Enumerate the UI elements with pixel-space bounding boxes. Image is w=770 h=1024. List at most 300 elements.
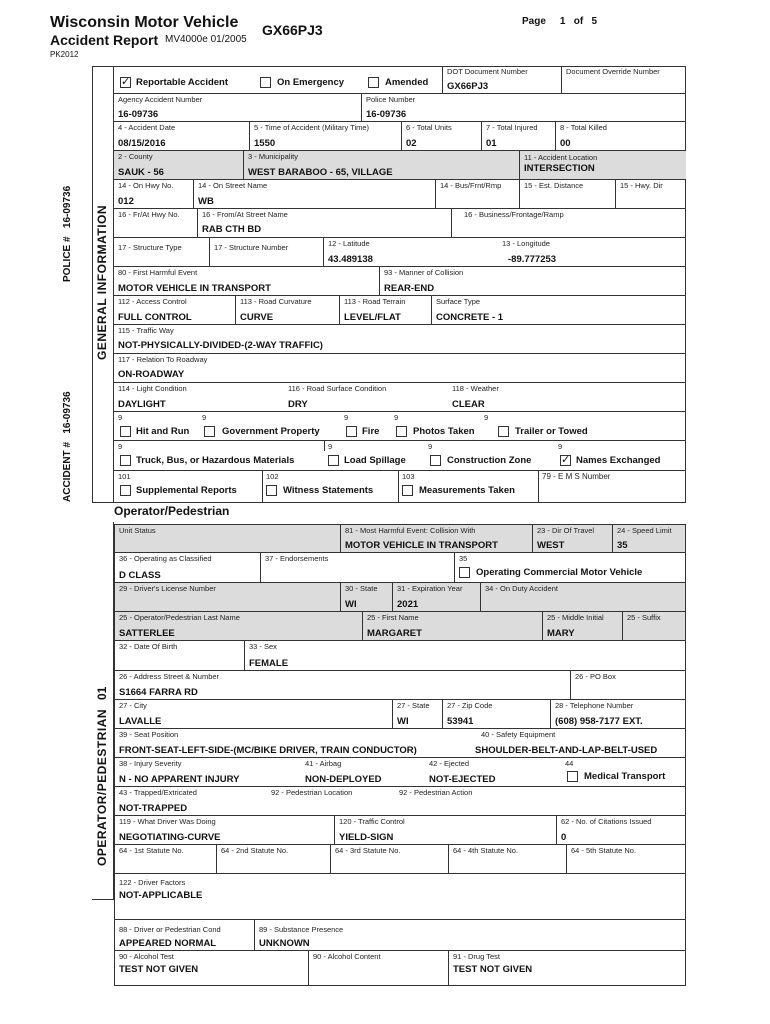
dir-label: 23 - Dir Of Travel <box>537 526 595 535</box>
stat1-label: 64 - 1st Statute No. <box>119 846 184 855</box>
row-city <box>115 700 685 729</box>
page-label: Page <box>522 16 546 27</box>
alccont-label: 90 - Alcohol Content <box>313 952 381 961</box>
nine-9: 9 <box>558 442 563 451</box>
statute-3-cell <box>331 845 449 874</box>
page-indicator <box>522 16 597 27</box>
factors-label: 122 - Driver Factors <box>119 878 186 887</box>
injury-value: N - NO APPARENT INJURY <box>119 774 240 785</box>
exp-label: 31 - Expiration Year <box>397 584 463 593</box>
photos-label: Photos Taken <box>413 426 475 437</box>
suffix-label: 25 - Suffix <box>627 613 661 622</box>
last-value: SATTERLEE <box>119 628 175 639</box>
truck-checkbox[interactable] <box>120 455 131 466</box>
doing-value: NEGOTIATING-CURVE <box>119 832 221 843</box>
weather-label: 118 - Weather <box>452 384 499 393</box>
doing-cell <box>115 816 335 845</box>
access-label: 112 - Access Control <box>118 297 187 306</box>
struct-num-label: 17 - Structure Number <box>214 243 289 252</box>
row-flags-2 <box>114 441 686 471</box>
subst-value: UNKNOWN <box>259 938 310 949</box>
time-cell <box>250 122 402 151</box>
statute-5-cell <box>567 845 685 874</box>
form-code: MV4000e 01/2005 <box>165 34 247 45</box>
pobox-cell <box>571 671 685 700</box>
dob-label: 32 - Date Of Birth <box>119 642 178 651</box>
agency-value: 16-09736 <box>118 109 159 120</box>
curv-value: CURVE <box>240 312 274 323</box>
location-cell <box>520 151 686 180</box>
speed-cell <box>613 525 685 553</box>
bus-label: 14 - Bus/Frnt/Rmp <box>440 181 502 190</box>
row-name <box>115 612 685 641</box>
nine-4: 9 <box>394 413 399 422</box>
truck-label: Truck, Bus, or Hazardous Materials <box>136 455 295 466</box>
phone-value: (608) 958-7177 EXT. <box>555 716 643 727</box>
manner-label: 93 - Manner of Collision <box>384 268 464 277</box>
roadsurf-label: 116 - Road Surface Condition <box>288 384 387 393</box>
eject-cell <box>425 758 561 787</box>
measure-label: Measurements Taken <box>419 485 515 496</box>
state-label: 30 - State <box>345 584 378 593</box>
row-address <box>115 671 685 700</box>
row-alcohol <box>115 951 685 985</box>
injured-label: 7 - Total Injured <box>486 123 538 132</box>
zip-value: 53941 <box>447 716 474 727</box>
first-value: MARGARET <box>367 628 422 639</box>
factors-value: NOT-APPLICABLE <box>119 890 203 901</box>
names-label: Names Exchanged <box>576 455 661 466</box>
nine-8: 9 <box>428 442 433 451</box>
trapped-value: NOT-TRAPPED <box>119 803 188 814</box>
seat-label: 39 - Seat Position <box>119 730 179 739</box>
pedloc-label: 92 - Pedestrian Location <box>271 788 353 797</box>
dir-travel-cell <box>533 525 613 553</box>
control-label: 120 - Traffic Control <box>339 817 405 826</box>
traffic-label: 115 - Traffic Way <box>118 326 174 335</box>
names-checkbox[interactable] <box>560 455 571 466</box>
commercial-label: Operating Commercial Motor Vehicle <box>476 567 643 578</box>
nine-7: 9 <box>328 442 333 451</box>
sex-label: 33 - Sex <box>249 642 277 651</box>
addr-value: S1664 FARRA RD <box>119 687 198 698</box>
control-cell <box>335 816 557 845</box>
struct-type-cell <box>114 238 210 267</box>
street-cell <box>194 180 436 209</box>
pedact-label: 92 - Pedestrian Action <box>399 788 473 797</box>
struct-num-cell <box>210 238 324 267</box>
row-license <box>115 583 685 612</box>
hwy-cell <box>114 180 194 209</box>
gov-prop-label: Government Property <box>222 426 320 437</box>
dir-value: WEST <box>537 540 565 551</box>
pobox-label: 26 - PO Box <box>575 672 616 681</box>
n103: 103 <box>402 472 415 481</box>
sex-cell <box>245 641 685 671</box>
time-value: 1550 <box>254 138 276 149</box>
reportable-label: Reportable Accident <box>136 77 229 88</box>
row-relation <box>114 354 686 383</box>
emergency-label: On Emergency <box>277 77 345 88</box>
surf-value: CONCRETE - 1 <box>436 312 504 323</box>
safety-value: SHOULDER-BELT-AND-LAP-BELT-USED <box>475 745 658 756</box>
duty-label: 34 - On Duty Accident <box>485 584 558 593</box>
zip-label: 27 - Zip Code <box>447 701 493 710</box>
measure-checkbox[interactable] <box>402 485 413 496</box>
row-reportable <box>114 66 686 94</box>
page-of: of <box>573 16 584 27</box>
eject-value: NOT-EJECTED <box>429 774 496 785</box>
citations-label: 62 - No. of Citations Issued <box>561 817 652 826</box>
first-name-cell <box>363 612 543 641</box>
amended-checkbox[interactable] <box>368 77 379 88</box>
override-cell <box>562 66 686 94</box>
class-value: D CLASS <box>119 570 161 581</box>
business-cell <box>452 209 686 238</box>
operator-ped-label: OPERATOR/PEDESTRIAN <box>95 708 109 866</box>
seat-value: FRONT-SEAT-LEFT-SIDE-(MC/BIKE DRIVER, TRAIN CONDUCTOR) <box>119 745 417 756</box>
hwy-label: 14 - On Hwy No. <box>118 181 174 190</box>
street-value: WB <box>198 196 214 207</box>
latitude-cell <box>324 238 502 267</box>
amended-label: Amended <box>385 77 429 88</box>
bus-cell <box>436 180 520 209</box>
sex-value: FEMALE <box>249 658 289 669</box>
speed-value: 35 <box>617 540 628 551</box>
expiration-cell <box>393 583 481 612</box>
nine-3: 9 <box>344 413 349 422</box>
emergency-checkbox[interactable] <box>260 77 271 88</box>
st-value: WI <box>397 716 409 727</box>
report-title: Wisconsin Motor Vehicle <box>50 14 239 31</box>
cond-value: APPEARED NORMAL <box>119 938 217 949</box>
class-cell <box>115 553 261 583</box>
alc-value: TEST NOT GIVEN <box>119 964 199 975</box>
stat4-label: 64 - 4th Statute No. <box>453 846 519 855</box>
agency-cell <box>114 94 362 122</box>
trapped-label: 43 - Trapped/Extricated <box>119 788 197 797</box>
unit-status-cell <box>115 525 341 553</box>
frhwy-label: 16 - Fr/At Hwy No. <box>118 210 180 219</box>
row-statutes <box>115 845 685 874</box>
date-label: 4 - Accident Date <box>118 123 176 132</box>
row-from <box>114 209 686 238</box>
date-cell <box>114 122 250 151</box>
subst-label: 89 - Substance Presence <box>259 925 344 934</box>
divider <box>538 471 539 503</box>
weather-cell <box>448 383 686 412</box>
report-subtitle: Accident Report <box>50 32 159 48</box>
fire-checkbox[interactable] <box>346 426 357 437</box>
frstreet-value: RAB CTH BD <box>202 224 262 235</box>
row-unit-status <box>115 525 685 553</box>
airbag-value: NON-DEPLOYED <box>305 774 382 785</box>
reportable-checkbox[interactable] <box>120 77 131 88</box>
state-cell <box>341 583 393 612</box>
st-cell <box>393 700 443 729</box>
airbag-label: 41 - Airbag <box>305 759 342 768</box>
nine-5: 9 <box>484 413 489 422</box>
airbag-cell <box>301 758 425 787</box>
cond-label: 88 - Driver or Pedestrian Cond <box>119 925 221 934</box>
row-dob <box>115 641 685 671</box>
injured-cell <box>482 122 556 151</box>
license-cell <box>115 583 341 612</box>
terrain-label: 113 - Road Terrain <box>344 297 406 306</box>
hwy-value: 012 <box>118 196 134 207</box>
access-value: FULL CONTROL <box>118 312 192 323</box>
pedloc-cell <box>267 787 395 816</box>
gov-prop-checkbox[interactable] <box>204 426 215 437</box>
trapped-cell <box>115 787 267 816</box>
row-harmful <box>114 267 686 296</box>
witness-checkbox[interactable] <box>266 485 277 496</box>
load-checkbox[interactable] <box>328 455 339 466</box>
row-seat <box>115 729 685 758</box>
row-class <box>115 553 685 583</box>
phone-cell <box>551 700 685 729</box>
curv-label: 113 - Road Curvature <box>240 297 312 306</box>
drug-label: 91 - Drug Test <box>453 952 500 961</box>
statute-2-cell <box>217 845 331 874</box>
muni-value: WEST BARABOO - 65, VILLAGE <box>248 167 393 178</box>
business-label: 16 - Business/Frontage/Ramp <box>464 210 564 219</box>
manner-cell <box>380 267 686 296</box>
nine-1: 9 <box>118 413 123 422</box>
doing-label: 119 - What Driver Was Doing <box>119 817 216 826</box>
injured-value: 01 <box>486 138 497 149</box>
row-trapped <box>115 787 685 816</box>
accident-number-side: ACCIDENT # 16-09736 <box>62 391 73 502</box>
units-cell <box>402 122 482 151</box>
frstreet-cell <box>198 209 452 238</box>
license-label: 29 - Driver's License Number <box>119 584 216 593</box>
construction-label: Construction Zone <box>447 455 532 466</box>
drug-cell <box>449 951 685 985</box>
row-condition <box>115 920 685 951</box>
manner-value: REAR-END <box>384 283 435 294</box>
zip-cell <box>443 700 551 729</box>
injury-cell <box>115 758 301 787</box>
harm-label: 80 - First Harmful Event <box>118 268 198 277</box>
divider <box>324 441 325 451</box>
lat-value: 43.489138 <box>328 254 373 265</box>
medical-label: Medical Transport <box>584 771 666 782</box>
row-factors <box>115 874 685 920</box>
medical-checkbox[interactable] <box>567 771 578 782</box>
fire-label: Fire <box>362 426 380 437</box>
nine-6: 9 <box>118 442 123 451</box>
roadsurf-value: DRY <box>288 399 308 410</box>
lon-value: -89.777253 <box>508 254 557 265</box>
general-info-label: GENERAL INFORMATION <box>95 204 109 360</box>
light-cell <box>114 383 284 412</box>
trailer-checkbox[interactable] <box>498 426 509 437</box>
row-light <box>114 383 686 412</box>
row-county <box>114 151 686 180</box>
killed-cell <box>556 122 686 151</box>
police-num-label: Police Number <box>366 95 416 104</box>
traffic-value: NOT-PHYSICALLY-DIVIDED-(2-WAY TRAFFIC) <box>118 340 323 351</box>
city-cell <box>115 700 393 729</box>
surface-type-cell <box>432 296 686 325</box>
n35: 35 <box>459 554 468 563</box>
distance-cell <box>520 180 616 209</box>
dot-label: DOT Document Number <box>447 67 528 76</box>
statute-1-cell <box>115 845 217 874</box>
stat3-label: 64 - 3rd Statute No. <box>335 846 401 855</box>
ems-label: 79 - E M S Number <box>542 472 611 481</box>
row-reports <box>114 471 686 503</box>
pk-code: PK2012 <box>50 50 79 59</box>
state-value: WI <box>345 599 357 610</box>
row-date <box>114 122 686 151</box>
trailer-label: Trailer or Towed <box>515 426 588 437</box>
row-doing <box>115 816 685 845</box>
weather-value: CLEAR <box>452 399 485 410</box>
seat-cell <box>115 729 471 758</box>
divider <box>398 471 399 503</box>
last-label: 25 - Operator/Pedestrian Last Name <box>119 613 240 622</box>
dob-cell <box>115 641 245 671</box>
photos-checkbox[interactable] <box>396 426 407 437</box>
class-label: 36 - Operating as Classified <box>119 554 212 563</box>
doc-number: GX66PJ3 <box>262 22 323 38</box>
harm-value: MOTOR VEHICLE IN TRANSPORT <box>118 283 271 294</box>
endorse-cell <box>261 553 455 583</box>
row-hwy <box>114 180 686 209</box>
nine-2: 9 <box>202 413 207 422</box>
access-cell <box>114 296 236 325</box>
alc-cell <box>115 951 309 985</box>
municipality-cell <box>244 151 520 180</box>
address-cell <box>115 671 571 700</box>
medical-cell <box>561 758 685 787</box>
row-flags-1 <box>114 412 686 441</box>
dist-label: 15 - Est. Distance <box>524 181 584 190</box>
date-value: 08/15/2016 <box>118 138 166 149</box>
county-cell <box>114 151 244 180</box>
n101: 101 <box>118 472 131 481</box>
last-name-cell <box>115 612 363 641</box>
city-value: LAVALLE <box>119 716 162 727</box>
suffix-cell <box>623 612 685 641</box>
killed-value: 00 <box>560 138 571 149</box>
safety-label: 40 - Safety Equipment <box>481 730 556 739</box>
speed-label: 24 - Speed Limit <box>617 526 672 535</box>
mhe-cell <box>341 525 533 553</box>
first-label: 25 - First Name <box>367 613 419 622</box>
units-value: 02 <box>406 138 417 149</box>
safety-cell <box>471 729 685 758</box>
city-label: 27 - City <box>119 701 147 710</box>
curvature-cell <box>236 296 340 325</box>
supp-checkbox[interactable] <box>120 485 131 496</box>
citations-value: 0 <box>561 832 567 843</box>
stat2-label: 64 - 2nd Statute No. <box>221 846 289 855</box>
load-label: Load Spillage <box>344 455 406 466</box>
construction-checkbox[interactable] <box>430 455 441 466</box>
supp-label: Supplemental Reports <box>136 485 237 496</box>
dot-value: GX66PJ3 <box>447 81 489 92</box>
agency-label: Agency Accident Number <box>118 95 203 104</box>
row-access <box>114 296 686 325</box>
commercial-checkbox[interactable] <box>459 567 470 578</box>
relation-value: ON-ROADWAY <box>118 369 185 380</box>
exp-value: 2021 <box>397 599 419 610</box>
relation-label: 117 - Relation To Roadway <box>118 355 208 364</box>
time-label: 5 - Time of Accident (Military Time) <box>254 123 370 132</box>
terrain-cell <box>340 296 432 325</box>
middle-label: 25 - Middle Initial <box>547 613 604 622</box>
endorse-label: 37 - Endorsements <box>265 554 329 563</box>
alc-label: 90 - Alcohol Test <box>119 952 174 961</box>
terrain-value: LEVEL/FLAT <box>344 312 401 323</box>
dot-number-cell <box>442 66 562 94</box>
lat-label: 12 - Latitude <box>328 239 370 248</box>
unit-status-label: Unit Status <box>119 526 156 535</box>
lon-label: 13 - Longitude <box>502 239 550 248</box>
phone-label: 28 - Telephone Number <box>555 701 634 710</box>
operator-section-title: Operator/Pedestrian <box>114 504 230 518</box>
row-trafficway <box>114 325 686 354</box>
longitude-cell <box>502 238 686 267</box>
unit-number: 01 <box>95 686 109 700</box>
road-surface-cell <box>284 383 448 412</box>
subst-cell <box>255 920 685 951</box>
harmful-cell <box>114 267 380 296</box>
commercial-cell <box>455 553 685 583</box>
n102: 102 <box>266 472 279 481</box>
addr-label: 26 - Address Street & Number <box>119 672 220 681</box>
stat5-label: 64 - 5th Statute No. <box>571 846 637 855</box>
muni-label: 3 - Municipality <box>248 152 299 161</box>
frhwy-cell <box>114 209 198 238</box>
struct-type-label: 17 - Structure Type <box>118 243 182 252</box>
middle-value: MARY <box>547 628 575 639</box>
surf-label: Surface Type <box>436 297 481 306</box>
witness-label: Witness Statements <box>283 485 374 496</box>
light-label: 114 - Light Condition <box>118 384 187 393</box>
alc-content-cell <box>309 951 449 985</box>
control-value: YIELD-SIGN <box>339 832 394 843</box>
row-agency <box>114 94 686 122</box>
police-num-value: 16-09736 <box>366 109 407 120</box>
county-label: 2 - County <box>118 152 153 161</box>
mhe-value: MOTOR VEHICLE IN TRANSPORT <box>345 540 498 551</box>
police-num-cell <box>362 94 686 122</box>
frstreet-label: 16 - From/At Street Name <box>202 210 288 219</box>
duty-cell <box>481 583 685 612</box>
hwydir-label: 15 - Hwy. Dir <box>620 181 663 190</box>
n44: 44 <box>565 759 574 768</box>
divider <box>262 471 263 503</box>
page-total: 5 <box>591 16 598 27</box>
drug-value: TEST NOT GIVEN <box>453 964 533 975</box>
street-label: 14 - On Street Name <box>198 181 268 190</box>
hwy-dir-cell <box>616 180 686 209</box>
row-structure <box>114 238 686 267</box>
pedact-cell <box>395 787 685 816</box>
light-value: DAYLIGHT <box>118 399 166 410</box>
loc-value: INTERSECTION <box>524 163 595 174</box>
units-label: 6 - Total Units <box>406 123 452 132</box>
hit-run-checkbox[interactable] <box>120 426 131 437</box>
statute-4-cell <box>449 845 567 874</box>
override-label: Document Override Number <box>566 67 660 76</box>
mhe-label: 81 - Most Harmful Event: Collision With <box>345 526 476 535</box>
loc-label: 11 - Accident Location <box>524 153 598 162</box>
